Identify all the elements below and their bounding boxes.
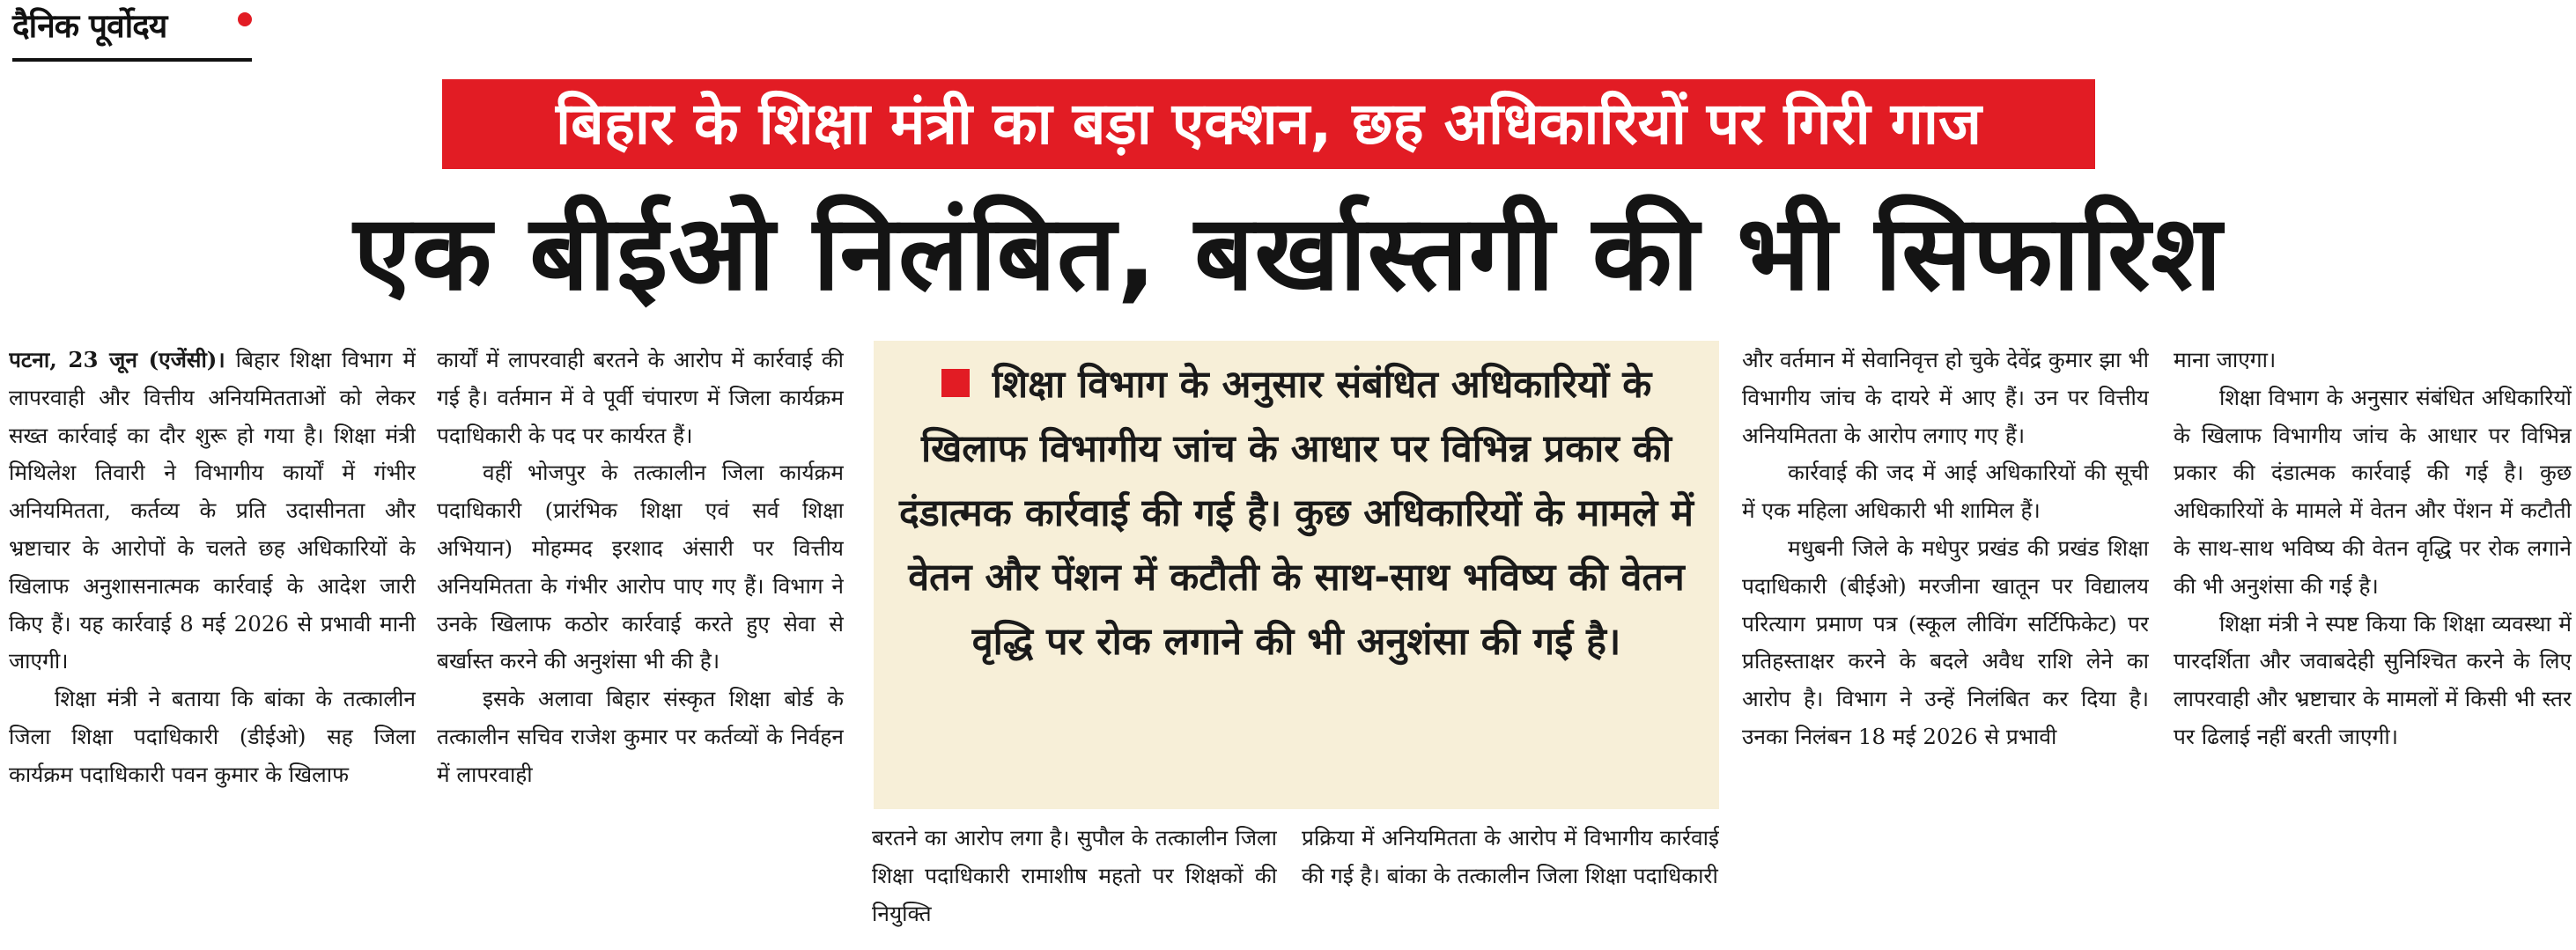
paragraph: शिक्षा मंत्री ने स्पष्ट किया कि शिक्षा व्यवस्था में पारदर्शिता और जवाबदेही सुनिश्चित करने के लिए लापरवाही और भ्रष्टाचार के मामलों में किसी भी स्तर पर ढिलाई नहीं बरती जाएगी। — [2174, 610, 2572, 749]
masthead — [12, 7, 252, 62]
article-column-4 — [1302, 820, 1719, 950]
article-column-5 — [1742, 342, 2149, 949]
highlight-box — [874, 341, 1719, 809]
article-column-6 — [2174, 342, 2572, 949]
paragraph — [9, 342, 416, 681]
paragraph: कार्यों में लापरवाही बरतने के आरोप में कार्रवाई की गई है। वर्तमान में वे पूर्वी चंपारण में जिला कार्यक्रम पदाधिकारी के पद पर कार्यरत हैं। — [437, 347, 844, 448]
paragraph: और वर्तमान में सेवानिवृत्त हो चुके देवेंद्र कुमार झा भी विभागीय जांच के दायरे में आए हैं। उन पर वित्तीय अनियमितता के आरोप लगाए गए हैं। — [1742, 347, 2149, 448]
dateline: पटना, 23 जून (एजेंसी)। — [9, 347, 225, 372]
paragraph: माना जाएगा। — [2174, 347, 2277, 372]
highlight-text: शिक्षा विभाग के अनुसार संबंधित अधिकारियों के खिलाफ विभागीय जांच के आधार पर विभिन्न प्रकार की दंडात्मक कार्रवाई की गई है। कुछ अधिकारियों के मामले में वेतन और पेंशन में कटौती के साथ-साथ भविष्य की वेतन वृद्धि पर रोक लगाने की भी अनुशंसा की गई है। — [898, 363, 1694, 664]
paragraph: शिक्षा मंत्री ने बताया कि बांका के तत्कालीन जिला शिक्षा पदाधिकारी (डीईओ) सह जिला कार्यक्रम पदाधिकारी पवन कुमार के खिलाफ — [9, 686, 416, 787]
paragraph: मधुबनी जिले के मधेपुर प्रखंड की प्रखंड शिक्षा पदाधिकारी (बीईओ) मरजीना खातून पर विद्यालय परित्याग प्रमाण पत्र (स्कूल लीविंग सर्टिफिकेट) पर प्रतिहस्ताक्षर करने के बदले अवैध राशि लेने का आरोप है। विभाग ने उन्हें निलंबित कर दिया है। उनका निलंबन 18 मई 2026 से प्रभावी — [1742, 534, 2149, 749]
paragraph: वहीं भोजपुर के तत्कालीन जिला कार्यक्रम पदाधिकारी (प्रारंभिक शिक्षा एवं सर्व शिक्षा अभियान) मोहम्मद इरशाद अंसारी पर वित्तीय अनियमितता के गंभीर आरोप पाए गए हैं। विभाग ने उनके खिलाफ कठोर कार्रवाई करते हुए सेवा से बर्खास्त करने की अनुशंसा भी की है। — [437, 460, 844, 674]
article-column-3 — [872, 820, 1277, 950]
logo-sun-icon — [238, 12, 252, 26]
square-bullet-icon — [941, 369, 970, 397]
newspaper-name: दैनिक पूर्वोदय — [12, 7, 167, 45]
paragraph: प्रक्रिया में अनियमितता के आरोप में विभागीय कार्रवाई की गई है। बांका के तत्कालीन जिला शिक्षा पदाधिकारी — [1302, 825, 1719, 888]
paragraph: शिक्षा विभाग के अनुसार संबंधित अधिकारियों के खिलाफ विभागीय जांच के आधार पर विभिन्न प्रकार की दंडात्मक कार्रवाई की गई है। कुछ अधिकारियों के मामले में वेतन और पेंशन में कटौती के साथ-साथ भविष्य की वेतन वृद्धि पर रोक लगाने की भी अनुशंसा की गई है। — [2174, 384, 2572, 599]
masthead-rule — [12, 58, 252, 62]
paragraph: इसके अलावा बिहार संस्कृत शिक्षा बोर्ड के तत्कालीन सचिव राजेश कुमार पर कर्तव्यों के निर्वहन में लापरवाही — [437, 686, 844, 787]
article-column-1 — [9, 342, 416, 949]
kicker-banner: बिहार के शिक्षा मंत्री का बड़ा एक्शन, छह अधिकारियों पर गिरी गाज — [442, 79, 2095, 169]
main-headline: एक बीईओ निलंबित, बर्खास्तगी की भी सिफारिश — [353, 192, 2223, 313]
paragraph: कार्रवाई की जद में आई अधिकारियों की सूची में एक महिला अधिकारी भी शामिल हैं। — [1742, 460, 2149, 524]
article-column-2 — [437, 342, 844, 949]
paragraph: बरतने का आरोप लगा है। सुपौल के तत्कालीन जिला शिक्षा पदाधिकारी रामाशीष महतो पर शिक्षकों की नियुक्ति — [872, 825, 1277, 926]
paragraph-text: बिहार शिक्षा विभाग में लापरवाही और वित्तीय अनियमितताओं को लेकर सख्त कार्रवाई का दौर शुरू हो गया है। शिक्षा मंत्री मिथिलेश तिवारी ने विभागीय कार्यों में गंभीर अनियमितता, कर्तव्य के प्रति उदासीनता और भ्रष्टाचार के आरोपों के चलते छह अधिकारियों के खिलाफ अनुशासनात्मक कार्रवाई के आदेश जारी किए हैं। यह कार्रवाई 8 मई 2026 से प्रभावी मानी जाएगी। — [9, 347, 416, 674]
highlight-text-block — [897, 353, 1696, 674]
